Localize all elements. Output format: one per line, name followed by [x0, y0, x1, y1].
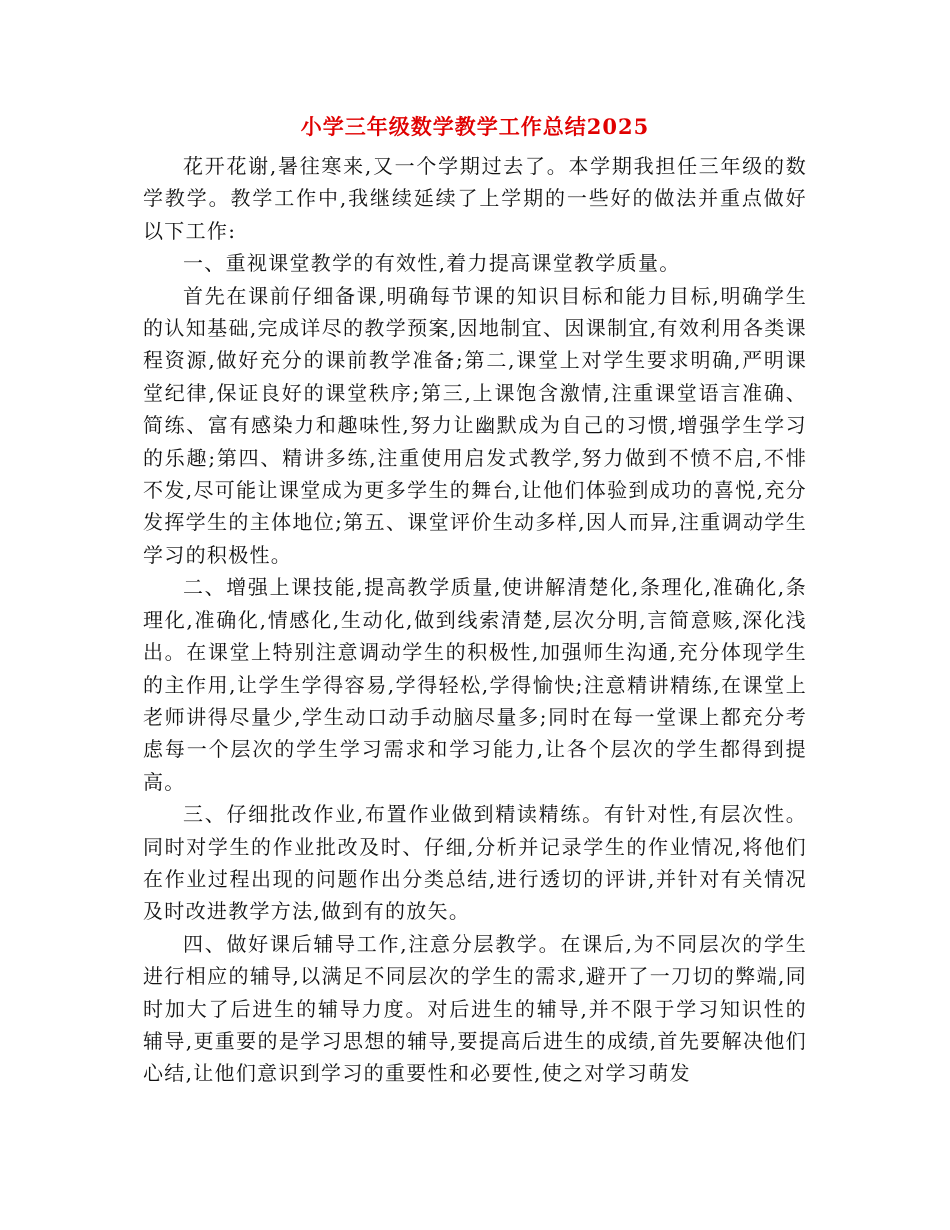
document-body: [143, 150, 807, 1090]
paragraph-intro: 花开花谢,暑往寒来,又一个学期过去了。本学期我担任三年级的数学教学。教学工作中,我继续延续了上学期的一些好的做法并重点做好以下工作:: [143, 154, 807, 243]
paragraph-section-2: 二、增强上课技能,提高教学质量,使讲解清楚化,条理化,准确化,条理化,准确化,情感化,生动化,做到线索清楚,层次分明,言简意赅,深化浅出。在课堂上特别注意调动学生的积极性,加强师生沟通,充分体现学生的主作用,让学生学得容易,学得轻松,学得愉快;注意精讲精练,在课堂上老师讲得尽量少,学生动口动手动脑尽量多;同时在每一堂课上都充分考虑每一个层次的学生学习需求和学习能力,让各个层次的学生都得到提高。: [143, 575, 807, 794]
paragraph-heading-1: 一、重视课堂教学的有效性,着力提高课堂教学质量。: [183, 251, 681, 276]
paragraph-section-1: 首先在课前仔细备课,明确每节课的知识目标和能力目标,明确学生的认知基础,完成详尽的教学预案,因地制宜、因课制宜,有效利用各类课程资源,做好充分的课前教学准备;第二,课堂上对学生要求明确,严明课堂纪律,保证良好的课堂秩序;第三,上课饱含激情,注重课堂语言准确、简练、富有感染力和趣味性,努力让幽默成为自己的习惯,增强学生学习的乐趣;第四、精讲多练,注重使用启发式教学,努力做到不愤不启,不悱不发,尽可能让课堂成为更多学生的舞台,让他们体验到成功的喜悦,充分发挥学生的主体地位;第五、课堂评价生动多样,因人而异,注重调动学生学习的积极性。: [143, 283, 807, 567]
paragraph-section-3: 三、仔细批改作业,布置作业做到精读精练。有针对性,有层次性。同时对学生的作业批改及时、仔细,分析并记录学生的作业情况,将他们在作业过程出现的问题作出分类总结,进行透切的评讲,并针对有关情况及时改进教学方法,做到有的放矢。: [143, 802, 807, 924]
document-title: 小学三年级数学教学工作总结2025: [300, 114, 650, 139]
paragraph-section-4: 四、做好课后辅导工作,注意分层教学。在课后,为不同层次的学生进行相应的辅导,以满足不同层次的学生的需求,避开了一刀切的弊端,同时加大了后进生的辅导力度。对后进生的辅导,并不限于学习知识性的辅导,更重要的是学习思想的辅导,要提高后进生的成绩,首先要解决他们心结,让他们意识到学习的重要性和必要性,使之对学习萌发: [143, 931, 807, 1086]
